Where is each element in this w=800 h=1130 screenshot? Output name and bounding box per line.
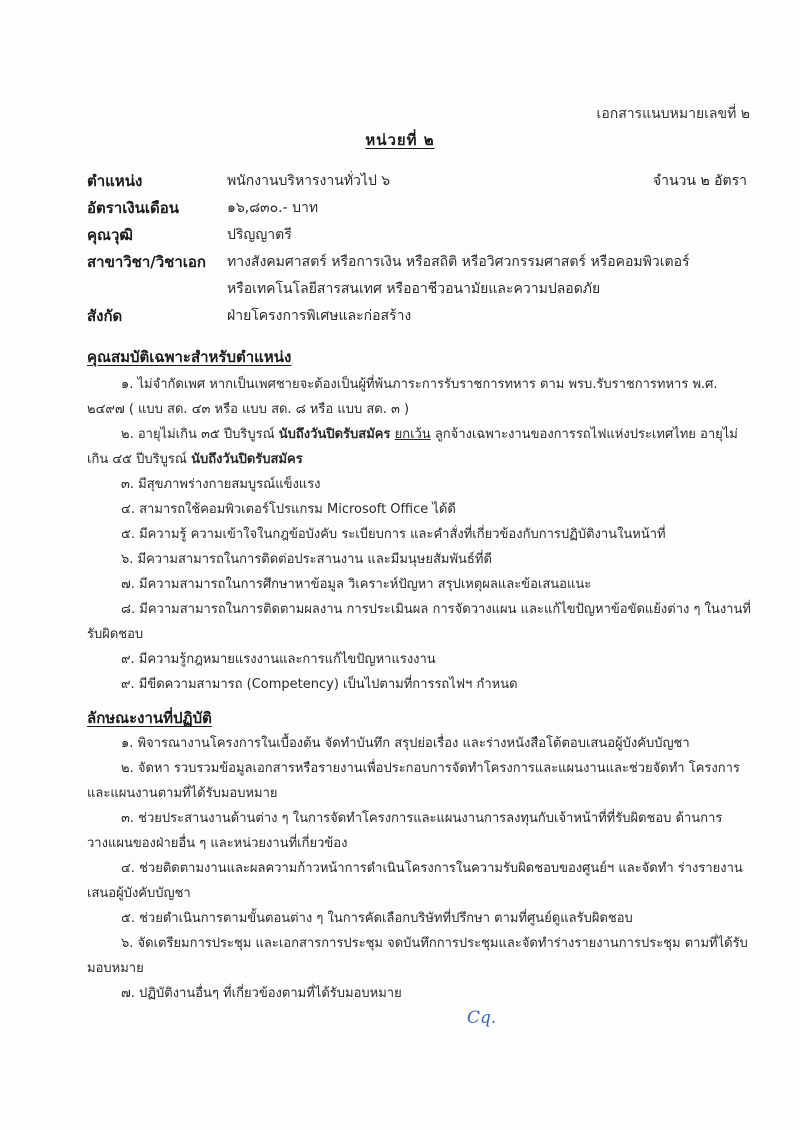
list-item: ๑. พิจารณางานโครงการในเบื้องต้น จัดทำบันทึก สรุปย่อเรื่อง และร่างหนังสือโต้ตอบเสนอผู้บังคับบัญชา xyxy=(121,736,690,751)
item-text: ๒. อายุไม่เกิน ๓๕ ปีบริบูรณ์ xyxy=(121,427,279,442)
info-row-department xyxy=(87,303,767,330)
info-label: คุณวุฒิ xyxy=(87,226,133,244)
unit-title: หน่วยที่ ๒ xyxy=(365,131,435,149)
list-item: ๕. ช่วยดำเนินการตามขั้นตอนต่าง ๆ ในการคัดเลือกบริษัทที่ปรึกษา ตามที่ศูนย์ดูแลรับผิดชอบ xyxy=(121,911,633,926)
list-item: ๘. มีความสามารถในการติดตามผลงาน การประเมินผล การจัดวางแผน และแก้ไขปัญหาข้อขัดแย้งต่าง ๆ ในงานที่รับผิดชอบ xyxy=(87,602,751,642)
info-row-major xyxy=(87,249,767,303)
major-line-2: หรือเทคโนโลยีสารสนเทศ หรืออาชีวอนามัยและความปลอดภัย xyxy=(227,281,601,297)
info-value: ปริญญาตรี xyxy=(227,227,292,243)
info-label: ตำแหน่ง xyxy=(87,172,143,190)
list-item: ๔. สามารถใช้คอมพิวเตอร์โปรแกรม Microsoft Office ได้ดี xyxy=(121,502,456,517)
list-item: ๓. มีสุขภาพร่างกายสมบูรณ์แข็งแรง xyxy=(121,477,321,492)
vacancy-count: จำนวน ๒ อัตรา xyxy=(652,173,747,189)
info-value: พนักงานบริหารงานทั่วไป ๖ xyxy=(227,173,391,189)
info-row-salary xyxy=(87,195,767,222)
list-item: ๙. มีขีดความสามารถ (Competency) เป็นไปตามที่การรถไฟฯ กำหนด xyxy=(121,677,518,692)
position-info xyxy=(87,168,767,330)
duties-list xyxy=(87,731,757,1006)
list-item: ๗. มีความสามารถในการศึกษาหาข้อมูล วิเคราะห์ปัญหา สรุปเหตุผลและข้อเสนอแนะ xyxy=(121,577,592,592)
signature-initials: Cq. xyxy=(467,1008,497,1028)
list-item: ๑. ไม่จำกัดเพศ หากเป็นเพศชายจะต้องเป็นผู้ที่พ้นภาระการรับราชการทหาร ตาม พรบ.รับราชการทหาร พ.ศ. ๒๔๙๗ ( แบบ สด. ๔๓ หรือ แบบ สด. ๘ หรือ แบบ สด. ๓ ) xyxy=(87,377,718,417)
list-item: ๕. มีความรู้ ความเข้าใจในกฎข้อบังคับ ระเบียบการ และคำสั่งที่เกี่ยวข้องกับการปฏิบัติงานในหน้าที่ xyxy=(121,527,666,542)
info-value: ฝ่ายโครงการพิเศษและก่อสร้าง xyxy=(227,308,412,324)
info-label: สังกัด xyxy=(87,307,123,325)
info-value: ๑๖,๘๓๐.- บาท xyxy=(227,200,319,216)
list-item: ๗. ปฏิบัติงานอื่นๆ ที่เกี่ยวข้องตามที่ได้รับมอบหมาย xyxy=(121,986,402,1001)
list-item: ๖. มีความสามารถในการติดต่อประสานงาน และมีมนุษยสัมพันธ์ที่ดี xyxy=(121,552,492,567)
list-item xyxy=(87,422,757,472)
duties-heading: ลักษณะงานที่ปฏิบัติ xyxy=(87,709,212,727)
info-row-qualification xyxy=(87,222,767,249)
info-row-position xyxy=(87,168,767,195)
list-item: ๖. จัดเตรียมการประชุม และเอกสารการประชุม จดบันทึกการประชุมและจัดทำร่างรายงานการประชุม ตามที่ได้รับมอบหมาย xyxy=(87,936,748,976)
item-bold-text: นับถึงวันปิดรับสมัคร xyxy=(191,452,303,467)
major-line-1: ทางสังคมศาสตร์ หรือการเงิน หรือสถิติ หรือวิศวกรรมศาสตร์ หรือคอมพิวเตอร์ xyxy=(227,254,690,270)
attachment-reference: เอกสารแนบหมายเลขที่ ๒ xyxy=(596,106,750,122)
info-label: สาขาวิชา/วิชาเอก xyxy=(87,253,207,271)
item-text: ลูกจ้างเฉพาะงานของการรถไฟแห่งประเทศไทย อายุไม่เกิน ๔๕ ปีบริบูรณ์ xyxy=(87,427,738,467)
qualifications-list xyxy=(87,372,757,697)
item-bold-text: นับถึงวันปิดรับสมัคร xyxy=(278,427,391,442)
list-item: ๙. มีความรู้กฎหมายแรงงานและการแก้ไขปัญหาแรงงาน xyxy=(121,652,436,667)
qualifications-heading: คุณสมบัติเฉพาะสำหรับตำแหน่ง xyxy=(87,348,292,366)
list-item: ๓. ช่วยประสานงานด้านต่าง ๆ ในการจัดทำโครงการและแผนงานการลงทุนกับเจ้าหน้าที่ที่รับผิดชอบ ด้านการวางแผนของฝ่ายอื่น ๆ และหน่วยงานที่เกี่ยวข้อง xyxy=(87,811,723,851)
item-underlined-text: ยกเว้น xyxy=(394,427,431,442)
list-item: ๒. จัดหา รวบรวมข้อมูลเอกสารหรือรายงานเพื่อประกอบการจัดทำโครงการและแผนงานและช่วยจัดทำ โครงการและแผนงานตามที่ได้รับมอบหมาย xyxy=(87,761,740,801)
info-label: อัตราเงินเดือน xyxy=(87,199,180,217)
info-value xyxy=(227,249,767,303)
list-item: ๔. ช่วยติดตามงานและผลความก้าวหน้าการดำเนินโครงการในความรับผิดชอบของศูนย์ฯ และจัดทำ ร่างรายงานเสนอผู้บังคับบัญชา xyxy=(87,861,743,901)
